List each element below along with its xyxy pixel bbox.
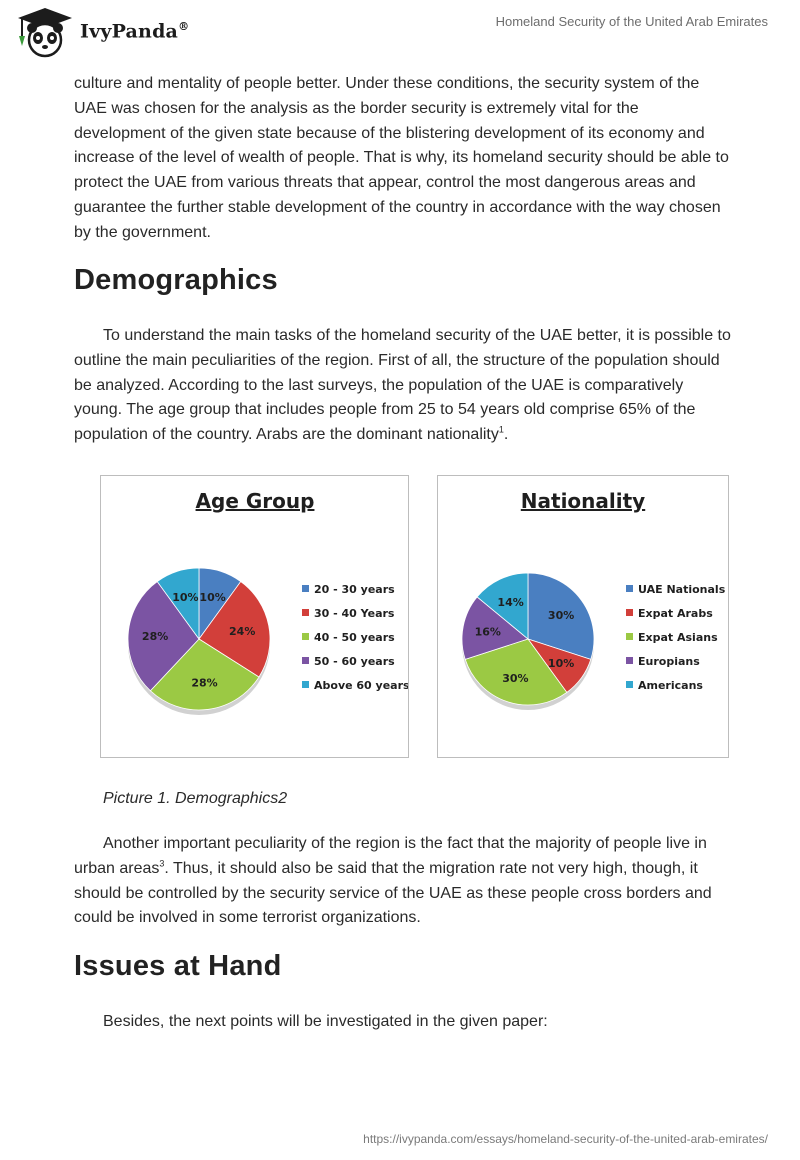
slice-label: 10% [547, 657, 575, 671]
slice-label: 10% [199, 591, 226, 605]
ivypanda-logo-icon[interactable] [14, 6, 76, 58]
legend-entry: Expat Asians [638, 631, 718, 644]
heading-issues-at-hand: Issues at Hand [74, 950, 282, 982]
source-url-link[interactable]: https://ivypanda.com/essays/homeland-security-of-the-united-arab-emirates/ [363, 1132, 768, 1146]
legend-entry: 30 - 40 Years [314, 607, 395, 620]
slice-label: 28% [141, 630, 169, 644]
nationality-chart [437, 475, 729, 758]
paragraph-demographics: To understand the main tasks of the homeland security of the UAE better, it is possible to outline the main peculiarities of the region. First of all, the structure of the population should be analyzed. According to the last surveys, the population of the UAE is comparatively young. The age group that includes people from 25 to 54 years old comprise 65% of the population of the country. Arabs are the dominant nationality$^1$. [74, 327, 731, 444]
slice-label: 28% [191, 676, 218, 690]
slice-label: 24% [229, 624, 256, 638]
paragraph-intro: culture and mentality of people better. Under these conditions, the security system of the UAE was chosen for the analysis as the border security is extremely vital for the development of the given state because of the blistering development of its economy and increase of the level of wealth of people. That is why, its homeland security should be able to protect the UAE from various threats that appear, control the most dangerous areas and guarantee the further stable development of the country in accordance with the way chosen by the government. [74, 75, 729, 241]
slice-label: 14% [497, 596, 524, 609]
legend-swatch [626, 609, 633, 616]
legend-entry: 40 - 50 years [314, 631, 395, 644]
legend-swatch [302, 657, 309, 664]
brand-name[interactable]: IvyPanda® [80, 20, 190, 43]
legend-entry: UAE Nationals [638, 583, 726, 596]
age-group-pie-chart [101, 476, 408, 757]
figure-caption: Picture 1. Demographics2 [103, 790, 288, 807]
slice-label: 10% [172, 591, 199, 605]
footnote-ref[interactable]: 1 [498, 424, 504, 435]
footnote-ref[interactable]: 3 [159, 858, 165, 869]
legend-swatch [302, 633, 309, 640]
nationality-pie-chart [438, 476, 728, 757]
legend-entry: Europians [638, 655, 700, 668]
legend-swatch [302, 609, 309, 616]
heading-demographics: Demographics [74, 264, 278, 296]
document-title: Homeland Security of the United Arab Emirates [495, 14, 768, 29]
legend-entry: Above 60 years [314, 679, 408, 692]
legend-swatch [626, 633, 633, 640]
legend-entry: Expat Arabs [638, 607, 713, 620]
age-group-chart [100, 475, 409, 758]
slice-label: 30% [502, 671, 529, 685]
legend-swatch [626, 681, 633, 688]
chart-title: Nationality [520, 489, 646, 513]
paragraph-urban: Another important peculiarity of the region is the fact that the majority of people live in urban areas$^3$. Thus, it should also be said that the migration rate not very high, though, it should be controlled by the security service of the UAE as these people cross borders and could be involved in some terrorist organizations. [74, 835, 712, 927]
legend-entry: 20 - 30 years [314, 583, 395, 596]
legend-swatch [626, 657, 633, 664]
legend-swatch [302, 585, 309, 592]
paragraph-points: Besides, the next points will be investigated in the given paper: [103, 1013, 548, 1030]
legend-entry: Americans [638, 679, 703, 692]
page-header [0, 0, 800, 64]
slice-label: 30% [547, 608, 575, 622]
slice-label: 16% [474, 625, 501, 639]
legend-entry: 50 - 60 years [314, 655, 395, 668]
chart-title: Age Group [195, 489, 315, 513]
legend-swatch [626, 585, 633, 592]
legend-swatch [302, 681, 309, 688]
